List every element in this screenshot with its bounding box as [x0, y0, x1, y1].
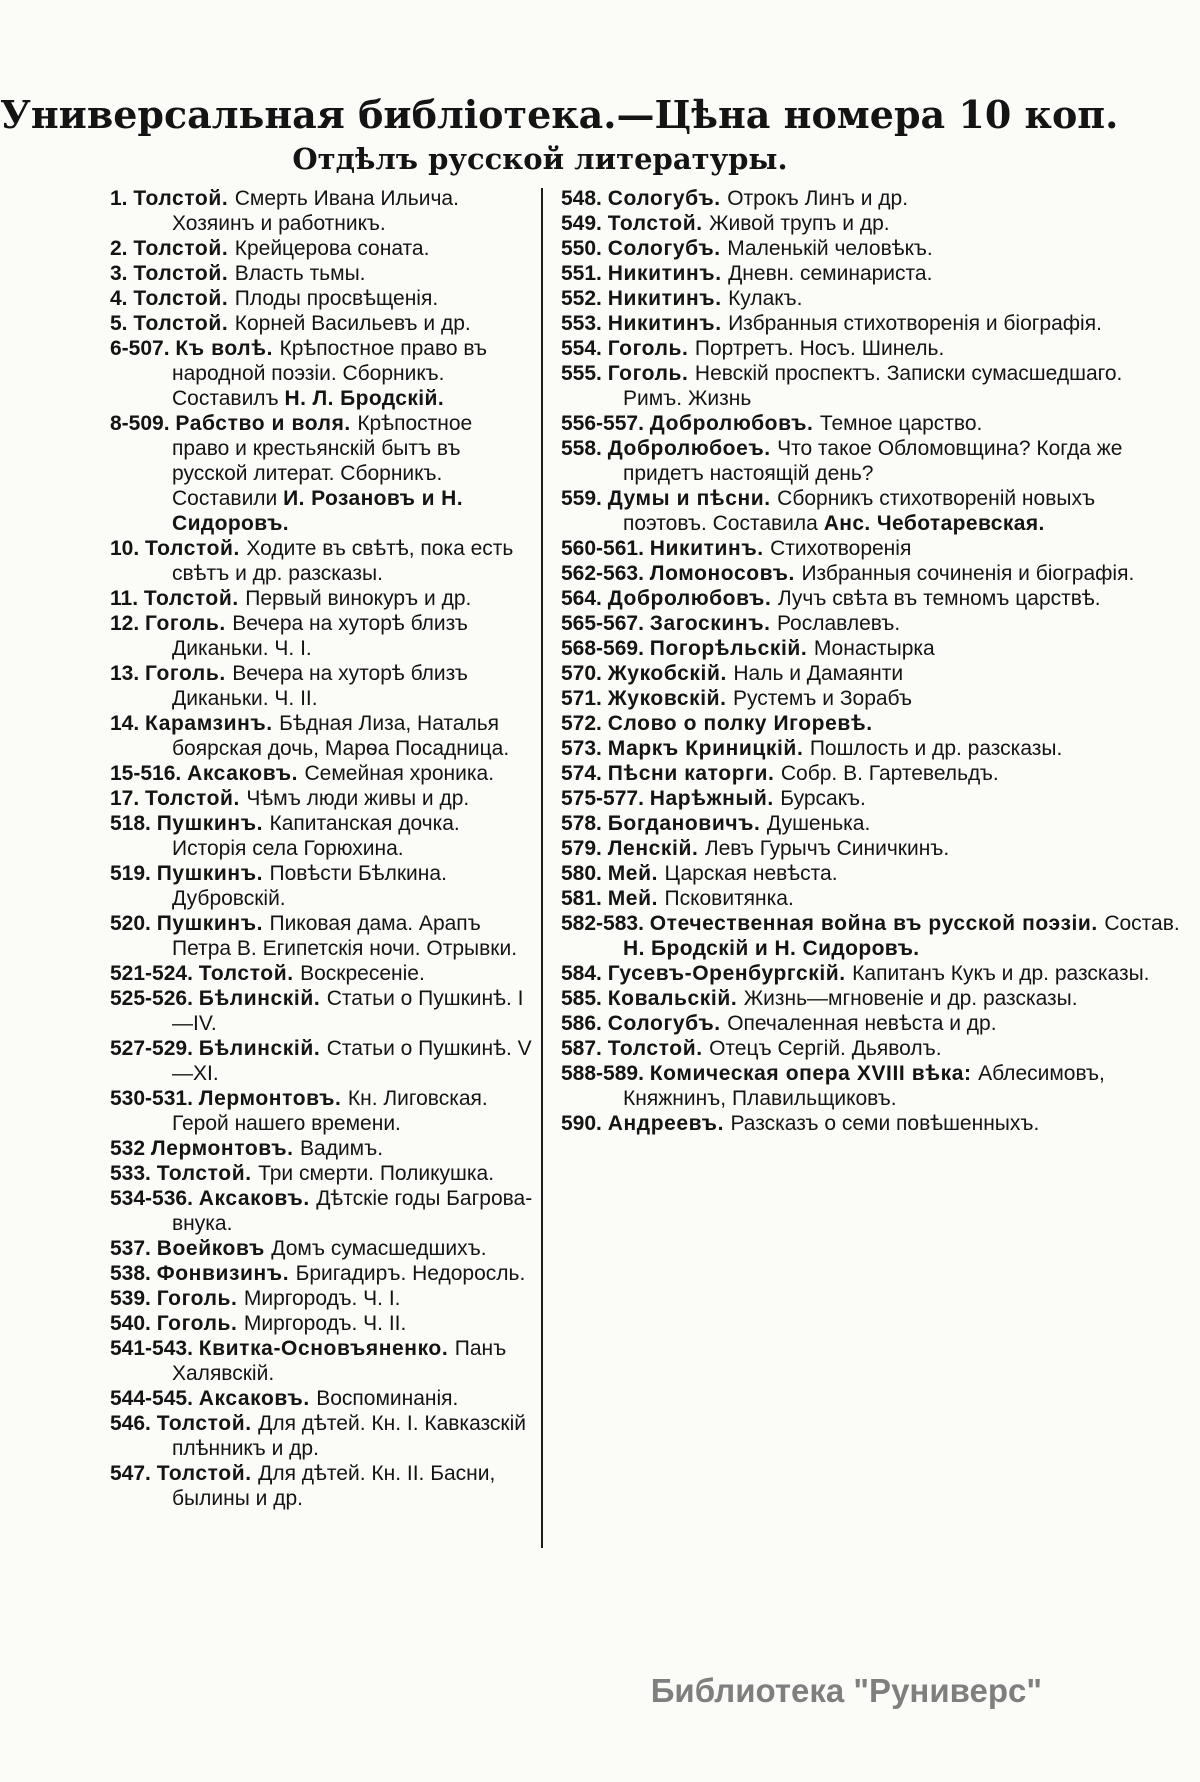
- catalog-entry: [110, 536, 535, 586]
- catalog-entry: [561, 336, 1180, 361]
- entry-author: Мей.: [607, 862, 665, 885]
- entry-author: Лермонтовъ.: [198, 1087, 348, 1110]
- entry-number: 580.: [561, 862, 608, 885]
- entry-author: Лермонтовъ.: [150, 1137, 301, 1160]
- entry-title: Воспоминанія.: [316, 1387, 459, 1410]
- entry-title: Кн. Лиговская. Герой нашего времени.: [172, 1087, 488, 1135]
- entry-number: 552.: [561, 287, 608, 310]
- entry-author: Толстой.: [607, 212, 710, 235]
- catalog-entry: [110, 761, 535, 786]
- entry-author: Ломоносовъ.: [649, 562, 802, 585]
- entry-title: Смерть Ивана Ильича. Хозяинъ и работникъ.: [172, 187, 459, 235]
- entry-number: 553.: [561, 312, 608, 335]
- entry-number: 572.: [561, 712, 608, 735]
- entry-number: 532: [110, 1137, 151, 1160]
- catalog-entry: [561, 761, 1180, 786]
- entry-number: 17.: [110, 787, 146, 810]
- entry-number: 12.: [110, 612, 146, 635]
- entry-title-bold: И. Розановъ и Н. Сидоровъ.: [172, 487, 463, 535]
- catalog-entry: [561, 186, 1180, 211]
- catalog-entry: [110, 1036, 535, 1086]
- entry-number: 574.: [561, 762, 608, 785]
- entry-author: Нарѣжный.: [649, 787, 781, 810]
- entry-number: 534-536.: [110, 1187, 199, 1210]
- catalog-entry: [110, 661, 535, 711]
- entry-title: Вечера на хуторѣ близъ Диканьки. Ч. I.: [172, 612, 468, 660]
- catalog-entry: [110, 861, 535, 911]
- entry-title: Крѣпостное право и крестьянскій бытъ въ русской литерат. Сборникъ. Составили: [172, 412, 473, 510]
- entry-title: Дѣтскіе годы Багрова-внука.: [172, 1187, 533, 1235]
- entry-number: 584.: [561, 962, 608, 985]
- entry-author: Толстой.: [145, 787, 247, 810]
- entry-author: Толстой.: [156, 1412, 259, 1435]
- catalog-entry: [561, 586, 1180, 611]
- entry-author: Пушкинъ.: [156, 862, 270, 885]
- entry-title: Рустемъ и Зорабъ: [733, 687, 913, 710]
- catalog-entry: [561, 886, 1180, 911]
- entry-number: 537.: [110, 1237, 157, 1260]
- entry-title: Воскресеніе.: [300, 962, 425, 985]
- entry-author: Жуковскій.: [607, 687, 734, 710]
- catalog-entry: [561, 561, 1180, 586]
- entry-author: Къ волѣ.: [175, 337, 280, 360]
- entry-author: Пушкинъ.: [156, 912, 270, 935]
- entry-author: Добролюбовъ.: [649, 412, 820, 435]
- entry-number: 539.: [110, 1287, 157, 1310]
- catalog-entry: [110, 1461, 535, 1511]
- entry-number: 519.: [110, 862, 157, 885]
- catalog-entry: [110, 986, 535, 1036]
- catalog-entry: [110, 411, 535, 536]
- entry-author: Ленскій.: [607, 837, 705, 860]
- entry-number: 2.: [110, 237, 134, 260]
- entry-title: Чѣмъ люди живы и др.: [246, 787, 470, 810]
- entry-number: 579.: [561, 837, 608, 860]
- entry-title: Миргородъ. Ч. II.: [243, 1312, 407, 1335]
- entry-author: Андреевъ.: [607, 1112, 731, 1135]
- entry-author: Толстой.: [133, 237, 235, 260]
- catalog-entry: [110, 711, 535, 761]
- catalog-entry: [110, 1261, 535, 1286]
- entry-author: Гоголь.: [145, 662, 233, 685]
- entry-author: Добролюбоеъ.: [607, 437, 778, 460]
- entry-number: 5.: [110, 312, 134, 335]
- catalog-entry: [561, 1111, 1180, 1136]
- catalog-entry: [110, 1186, 535, 1236]
- entry-author: Аксаковъ.: [187, 762, 305, 785]
- entry-title: Статьи о Пушкинѣ. V—XI.: [172, 1037, 532, 1085]
- entry-number: 575-577.: [561, 787, 650, 810]
- entry-author: Никитинъ.: [607, 262, 729, 285]
- entry-number: 587.: [561, 1037, 608, 1060]
- entry-title: Панъ Халявскій.: [172, 1337, 507, 1385]
- catalog-entry: [561, 711, 1180, 736]
- catalog-entry: [561, 736, 1180, 761]
- entry-number: 554.: [561, 337, 608, 360]
- catalog-entry: [561, 211, 1180, 236]
- entry-title: Отрокъ Линъ и др.: [727, 187, 909, 210]
- entry-author: Слово о полку Игоревѣ.: [607, 712, 873, 735]
- entry-author: Рабство и воля.: [175, 412, 358, 435]
- entry-number: 564.: [561, 587, 608, 610]
- catalog-entry: [561, 311, 1180, 336]
- entry-title: Монастырка: [813, 637, 935, 660]
- entry-number: 565-567.: [561, 612, 650, 635]
- entry-author: Богдановичъ.: [607, 812, 767, 835]
- entry-author: Толстой.: [133, 187, 235, 210]
- right-column: [549, 186, 1180, 1548]
- catalog-entry: [110, 611, 535, 661]
- entry-number: 562-563.: [561, 562, 650, 585]
- entry-number: 14.: [110, 712, 146, 735]
- entry-number: 568-569.: [561, 637, 650, 660]
- catalog-entry: [561, 1061, 1180, 1111]
- entry-title: Миргородъ. Ч. I.: [243, 1287, 401, 1310]
- entry-title: Ходите въ свѣтѣ, пока есть свѣтъ и др. разсказы.: [172, 537, 514, 585]
- entry-author: Толстой.: [133, 262, 235, 285]
- entry-author: Сологубъ.: [607, 237, 728, 260]
- left-column: [110, 186, 535, 1548]
- entry-title: Невскій проспектъ. Записки сумасшедшаго. Римъ. Жизнь: [623, 362, 1123, 410]
- entry-title: Душенька.: [766, 812, 871, 835]
- entry-author: Гоголь.: [607, 362, 695, 385]
- entry-title-bold: Анс. Чеботаревская.: [823, 512, 1045, 535]
- entry-title: Капитанъ Кукъ и др. разсказы.: [852, 962, 1150, 985]
- entry-number: 556-557.: [561, 412, 650, 435]
- catalog-entry: [561, 436, 1180, 486]
- catalog-entry: [561, 411, 1180, 436]
- entry-author: Толстой.: [133, 287, 235, 310]
- catalog-entry: [110, 1336, 535, 1386]
- entry-author: Толстой.: [143, 587, 246, 610]
- entry-author: Толстой.: [156, 1162, 259, 1185]
- entry-author: Сологубъ.: [607, 1012, 728, 1035]
- entry-title: Наль и Дамаянти: [733, 662, 904, 685]
- entry-author: Отечественная война въ русской поэзіи.: [649, 912, 1105, 935]
- entry-author: Ковальскій.: [607, 987, 744, 1010]
- entry-number: 3.: [110, 262, 134, 285]
- catalog-entry: [110, 1161, 535, 1186]
- entry-number: 15-516.: [110, 762, 188, 785]
- entry-number: 544-545.: [110, 1387, 199, 1410]
- entry-author: Мей.: [607, 887, 665, 910]
- entry-title: Семейная хроника.: [304, 762, 495, 785]
- entry-title: Бѣдная Лиза, Наталья боярская дочь, Марѳа Посадница.: [172, 712, 510, 760]
- catalog-entry: [561, 786, 1180, 811]
- entry-author: Думы и пѣсни.: [607, 487, 778, 510]
- entry-author: Добролюбовъ.: [607, 587, 778, 610]
- entry-author: Воейковъ: [156, 1237, 272, 1260]
- entry-number: 533.: [110, 1162, 157, 1185]
- entry-author: Квитка-Основъяненко.: [198, 1337, 455, 1360]
- entry-number: 573.: [561, 737, 608, 760]
- catalog-entry: [110, 911, 535, 961]
- catalog-entry: [110, 1286, 535, 1311]
- entry-author: Никитинъ.: [607, 287, 729, 310]
- entry-number: 581.: [561, 887, 608, 910]
- entry-author: Пѣсни каторги.: [607, 762, 781, 785]
- catalog-entry: [561, 1036, 1180, 1061]
- entry-number: 590.: [561, 1112, 608, 1135]
- entry-title: Домъ сумасшедшихъ.: [271, 1237, 487, 1260]
- catalog-entry: [561, 1011, 1180, 1036]
- entry-title: Живой трупъ и др.: [709, 212, 890, 235]
- entry-title: Стихотворенія: [770, 537, 912, 560]
- catalog-entry: [110, 1086, 535, 1136]
- entry-number: 547.: [110, 1462, 157, 1485]
- entry-title-bold: Н. Л. Бродскій.: [284, 387, 445, 410]
- catalog-entry: [561, 811, 1180, 836]
- entry-title: Плоды просвѣщенія.: [234, 287, 439, 310]
- catalog-entry: [561, 361, 1180, 411]
- entry-title-bold: Н. Бродскій и Н. Сидоровъ.: [623, 937, 920, 960]
- entry-author: Гоголь.: [156, 1287, 244, 1310]
- entry-title: Вечера на хуторѣ близъ Диканьки. Ч. II.: [172, 662, 468, 710]
- entry-number: 527-529.: [110, 1037, 199, 1060]
- entry-author: Сологубъ.: [607, 187, 728, 210]
- entry-number: 13.: [110, 662, 146, 685]
- catalog-entry: [110, 786, 535, 811]
- entry-number: 520.: [110, 912, 157, 935]
- entry-title: Крѣпостное право въ народной поэзіи. Сборникъ. Составилъ: [172, 337, 487, 410]
- entry-number: 546.: [110, 1412, 157, 1435]
- catalog-entry: [561, 611, 1180, 636]
- catalog-entry: [561, 911, 1180, 961]
- catalog-columns: [0, 186, 1200, 1548]
- entry-number: 588-589.: [561, 1062, 650, 1085]
- entry-number: 548.: [561, 187, 608, 210]
- entry-author: Толстой.: [145, 537, 247, 560]
- entry-title: Избранныя стихотворенія и біографія.: [728, 312, 1102, 335]
- entry-number: 10.: [110, 537, 146, 560]
- catalog-entry: [561, 661, 1180, 686]
- entry-title: Для дѣтей. Кн. II. Басни, былины и др.: [172, 1462, 496, 1510]
- entry-number: 4.: [110, 287, 134, 310]
- entry-author: Аксаковъ.: [198, 1387, 317, 1410]
- entry-title: Разсказъ о семи повѣшенныхъ.: [730, 1112, 1040, 1135]
- entry-author: Бѣлинскій.: [198, 1037, 327, 1060]
- catalog-entry: [561, 961, 1180, 986]
- entry-title: Первый винокуръ и др.: [245, 587, 472, 610]
- entry-title: Темное царство.: [819, 412, 983, 435]
- entry-author: Гоголь.: [607, 337, 695, 360]
- entry-author: Аксаковъ.: [198, 1187, 317, 1210]
- catalog-entry: [110, 1236, 535, 1261]
- entry-author: Толстой.: [198, 962, 301, 985]
- entry-author: Толстой.: [133, 312, 235, 335]
- entry-title: Дневн. семинариста.: [728, 262, 933, 285]
- catalog-entry: [561, 236, 1180, 261]
- entry-number: 551.: [561, 262, 608, 285]
- catalog-entry: [110, 1311, 535, 1336]
- entry-number: 540.: [110, 1312, 157, 1335]
- entry-title: Корней Васильевъ и др.: [234, 312, 471, 335]
- catalog-entry: [561, 636, 1180, 661]
- catalog-entry: [561, 536, 1180, 561]
- catalog-entry: [110, 586, 535, 611]
- watermark: Библиотека "Руниверс": [650, 1672, 1042, 1709]
- entry-title: Что такое Обломовщина? Когда же придетъ настоящій день?: [623, 437, 1123, 485]
- catalog-entry: [110, 236, 535, 261]
- catalog-entry: [561, 986, 1180, 1011]
- entry-title: Три смерти. Поликушка.: [258, 1162, 495, 1185]
- page-header: [0, 0, 1119, 178]
- catalog-entry: [110, 961, 535, 986]
- catalog-entry: [110, 286, 535, 311]
- catalog-entry: [561, 486, 1180, 536]
- entry-number: 11.: [110, 587, 144, 610]
- catalog-entry: [561, 686, 1180, 711]
- entry-title: Отецъ Сергій. Дьяволъ.: [709, 1037, 942, 1060]
- entry-title: Крейцерова соната.: [234, 237, 430, 260]
- entry-number: 560-561.: [561, 537, 650, 560]
- entry-author: Никитинъ.: [607, 312, 729, 335]
- entry-title: Бригадиръ. Недоросль.: [295, 1262, 526, 1285]
- entry-number: 570.: [561, 662, 608, 685]
- entry-author: Комическая опера XVIII вѣка:: [649, 1062, 979, 1085]
- entry-author: Гоголь.: [145, 612, 233, 635]
- entry-number: 530-531.: [110, 1087, 199, 1110]
- entry-number: 1.: [110, 187, 134, 210]
- column-divider: [541, 188, 543, 1548]
- entry-number: 571.: [561, 687, 608, 710]
- entry-number: 538.: [110, 1262, 157, 1285]
- entry-number: 8-509.: [110, 412, 176, 435]
- catalog-entry: [561, 861, 1180, 886]
- entry-author: Гоголь.: [156, 1312, 244, 1335]
- entry-number: 6-507.: [110, 337, 176, 360]
- entry-title: Избранныя сочиненія и біографія.: [801, 562, 1135, 585]
- entry-number: 586.: [561, 1012, 608, 1035]
- catalog-entry: [561, 836, 1180, 861]
- entry-number: 585.: [561, 987, 608, 1010]
- entry-author: Гусевъ-Оренбургскій.: [607, 962, 853, 985]
- entry-number: 518.: [110, 812, 157, 835]
- entry-title: Маленькій человѣкъ.: [727, 237, 933, 260]
- entry-title: Левъ Гурычъ Синичкинъ.: [704, 837, 950, 860]
- entry-number: 525-526.: [110, 987, 199, 1010]
- entry-title: Вадимъ.: [300, 1137, 384, 1160]
- catalog-entry: [561, 286, 1180, 311]
- entry-title: Капитанская дочка. Исторія села Горюхина.: [172, 812, 460, 860]
- entry-number: 541-543.: [110, 1337, 199, 1360]
- catalog-entry: [110, 1411, 535, 1461]
- catalog-entry: [110, 1136, 535, 1161]
- entry-title: Царская невѣста.: [664, 862, 838, 885]
- entry-number: 521-524.: [110, 962, 199, 985]
- entry-author: Жукобскій.: [607, 662, 734, 685]
- entry-title: Состав.: [1104, 912, 1180, 935]
- entry-author: Загоскинъ.: [649, 612, 777, 635]
- entry-number: 582-583.: [561, 912, 650, 935]
- entry-title: Пошлость и др. разсказы.: [809, 737, 1063, 760]
- catalog-entry: [561, 261, 1180, 286]
- catalog-entry: [110, 1386, 535, 1411]
- entry-title: Пиковая дама. Арапъ Петра В. Египетскія ночи. Отрывки.: [172, 912, 518, 960]
- entry-author: Карамзинъ.: [145, 712, 280, 735]
- entry-title: Лучъ свѣта въ темномъ царствѣ.: [777, 587, 1101, 610]
- entry-author: Никитинъ.: [649, 537, 771, 560]
- entry-title: Повѣсти Бѣлкина. Дубровскій.: [172, 862, 447, 910]
- entry-title: Статьи о Пушкинѣ. I—IV.: [172, 987, 524, 1035]
- entry-number: 558.: [561, 437, 608, 460]
- entry-author: Толстой.: [607, 1037, 710, 1060]
- entry-author: Толстой.: [156, 1462, 259, 1485]
- entry-number: 578.: [561, 812, 608, 835]
- catalog-entry: [110, 336, 535, 411]
- page-title: Универсальная библіотека.—Цѣна номера 10 коп.: [0, 92, 1119, 137]
- entry-title: Власть тьмы.: [234, 262, 366, 285]
- entry-title: Для дѣтей. Кн. I. Кавказскій плѣнникъ и др.: [172, 1412, 526, 1460]
- entry-number: 550.: [561, 237, 608, 260]
- entry-number: 549.: [561, 212, 608, 235]
- catalog-entry: [110, 811, 535, 861]
- entry-title: Рославлевъ.: [776, 612, 901, 635]
- entry-author: Погорѣльскій.: [649, 637, 814, 660]
- catalog-entry: [110, 311, 535, 336]
- entry-author: Пушкинъ.: [156, 812, 270, 835]
- entry-title: Сборникъ стихотвореній новыхъ поэтовъ. Составила: [623, 487, 1096, 535]
- entry-title: Псковитянка.: [664, 887, 794, 910]
- entry-author: Фонвизинъ.: [156, 1262, 296, 1285]
- entry-title: Опечаленная невѣста и др.: [727, 1012, 997, 1035]
- entry-author: Маркъ Криницкій.: [607, 737, 810, 760]
- catalog-entry: [110, 186, 535, 236]
- entry-title: Кулакъ.: [728, 287, 803, 310]
- entry-title: Аблесимовъ, Княжнинъ, Плавильщиковъ.: [623, 1062, 1105, 1110]
- entry-title: Портретъ. Носъ. Шинель.: [694, 337, 945, 360]
- entry-number: 555.: [561, 362, 608, 385]
- entry-number: 559.: [561, 487, 608, 510]
- entry-title: Бурсакъ.: [780, 787, 866, 810]
- page-subtitle: Отдѣлъ русской литературы.: [292, 142, 788, 176]
- entry-author: Бѣлинскій.: [198, 987, 327, 1010]
- entry-title: Собр. В. Гартевельдъ.: [780, 762, 999, 785]
- entry-title: Жизнь—мгновеніе и др. разсказы.: [743, 987, 1078, 1010]
- catalog-entry: [110, 261, 535, 286]
